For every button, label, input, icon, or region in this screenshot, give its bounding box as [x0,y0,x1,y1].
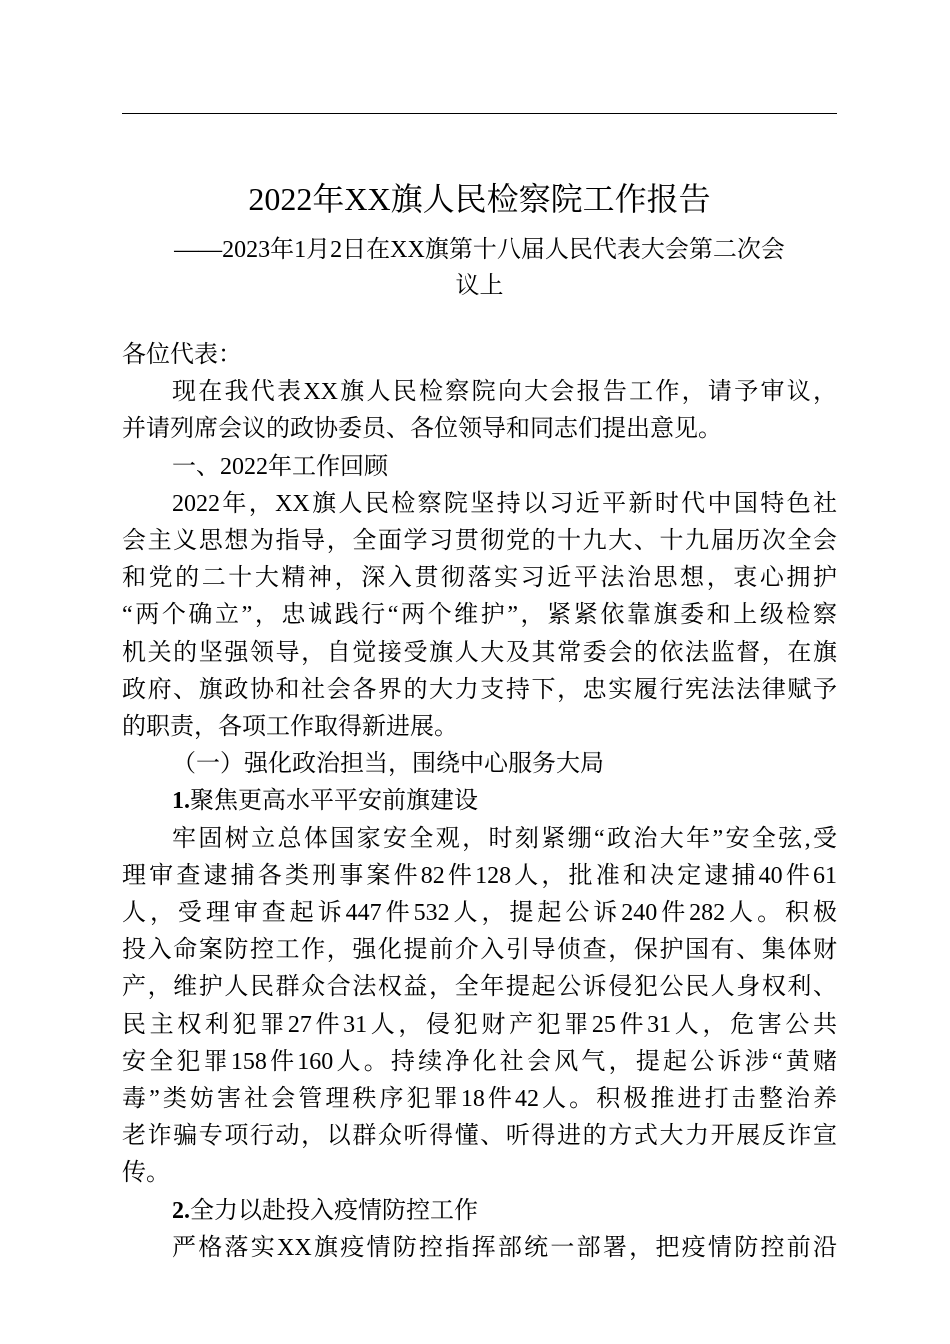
paragraph-line: 的职责，各项工作取得新进展。 [122,714,458,741]
paragraph-line: 毒”类妨害社会管理秩序犯罪18件42人。积极推进打击整治养 [122,1086,837,1113]
paragraph-line: 人，受理审查起诉447件532人，提起公诉240件282人。积极 [122,900,837,927]
item-heading-text: 聚焦更高水平平安前旗建设 [190,788,478,815]
item-heading [122,1193,837,1230]
document-subtitle [122,232,837,304]
subtitle-line: 议上 [455,273,504,299]
paragraph-line: 现在我代表XX旗人民检察院向大会报告工作，请予审议， [172,379,837,406]
paragraph-line: 安全犯罪158件160人。持续净化社会风气，提起公诉涉“黄赌 [122,1048,837,1075]
subtitle-line: ——2023年1月2日在XX旗第十八届人民代表大会第二次会 [174,237,785,263]
paragraph-line: 会主义思想为指导，全面学习贯彻党的十九大、十九届历次全会 [122,528,837,555]
item-number: 1. [172,788,190,815]
document-title: 2022年XX旗人民检察院工作报告 [248,181,711,217]
header-rule [122,113,837,114]
salutation: 各位代表： [122,342,242,368]
paragraph-line: 理审查逮捕各类刑事案件82件128人，批准和决定逮捕40件61 [122,862,837,889]
subsection-heading: （一）强化政治担当，围绕中心服务大局 [172,751,604,778]
paragraph-line: 产，维护人民群众合法权益，全年提起公诉侵犯公民人身权利、 [122,974,837,1001]
paragraph-line: 并请列席会议的政协委员、各位领导和同志们提出意见。 [122,416,722,443]
document-body [122,337,837,1267]
paragraph-line: 投入命案防控工作，强化提前介入引导侦查，保护国有、集体财 [122,937,837,964]
paragraph-line: 牢固树立总体国家安全观，时刻紧绷“政治大年”安全弦,受 [172,825,837,852]
item-heading [122,783,837,820]
paragraph-line: 严格落实XX旗疫情防控指挥部统一部署，把疫情防控前沿 [172,1234,837,1261]
paragraph-line: 2022年，XX旗人民检察院坚持以习近平新时代中国特色社 [172,490,837,517]
item-number: 2. [172,1197,190,1224]
paragraph-line: 机关的坚强领导，自觉接受旗人大及其常委会的依法监督，在旗 [122,639,837,666]
paragraph-line: 民主权利犯罪27件31人，侵犯财产犯罪25件31人，危害公共 [122,1011,837,1038]
paragraph-line: “两个确立”，忠诚践行“两个维护”，紧紧依靠旗委和上级检察 [122,602,837,629]
paragraph-line: 传。 [122,1160,170,1187]
paragraph-line: 政府、旗政协和社会各界的大力支持下，忠实履行宪法法律赋予 [122,676,837,703]
paragraph-line: 老诈骗专项行动，以群众听得懂、听得进的方式大力开展反诈宣 [122,1123,837,1150]
paragraph-line: 和党的二十大精神，深入贯彻落实习近平法治思想，衷心拥护 [122,565,837,592]
item-heading-text: 全力以赴投入疫情防控工作 [190,1197,478,1224]
section-heading: 一、2022年工作回顾 [172,453,388,480]
